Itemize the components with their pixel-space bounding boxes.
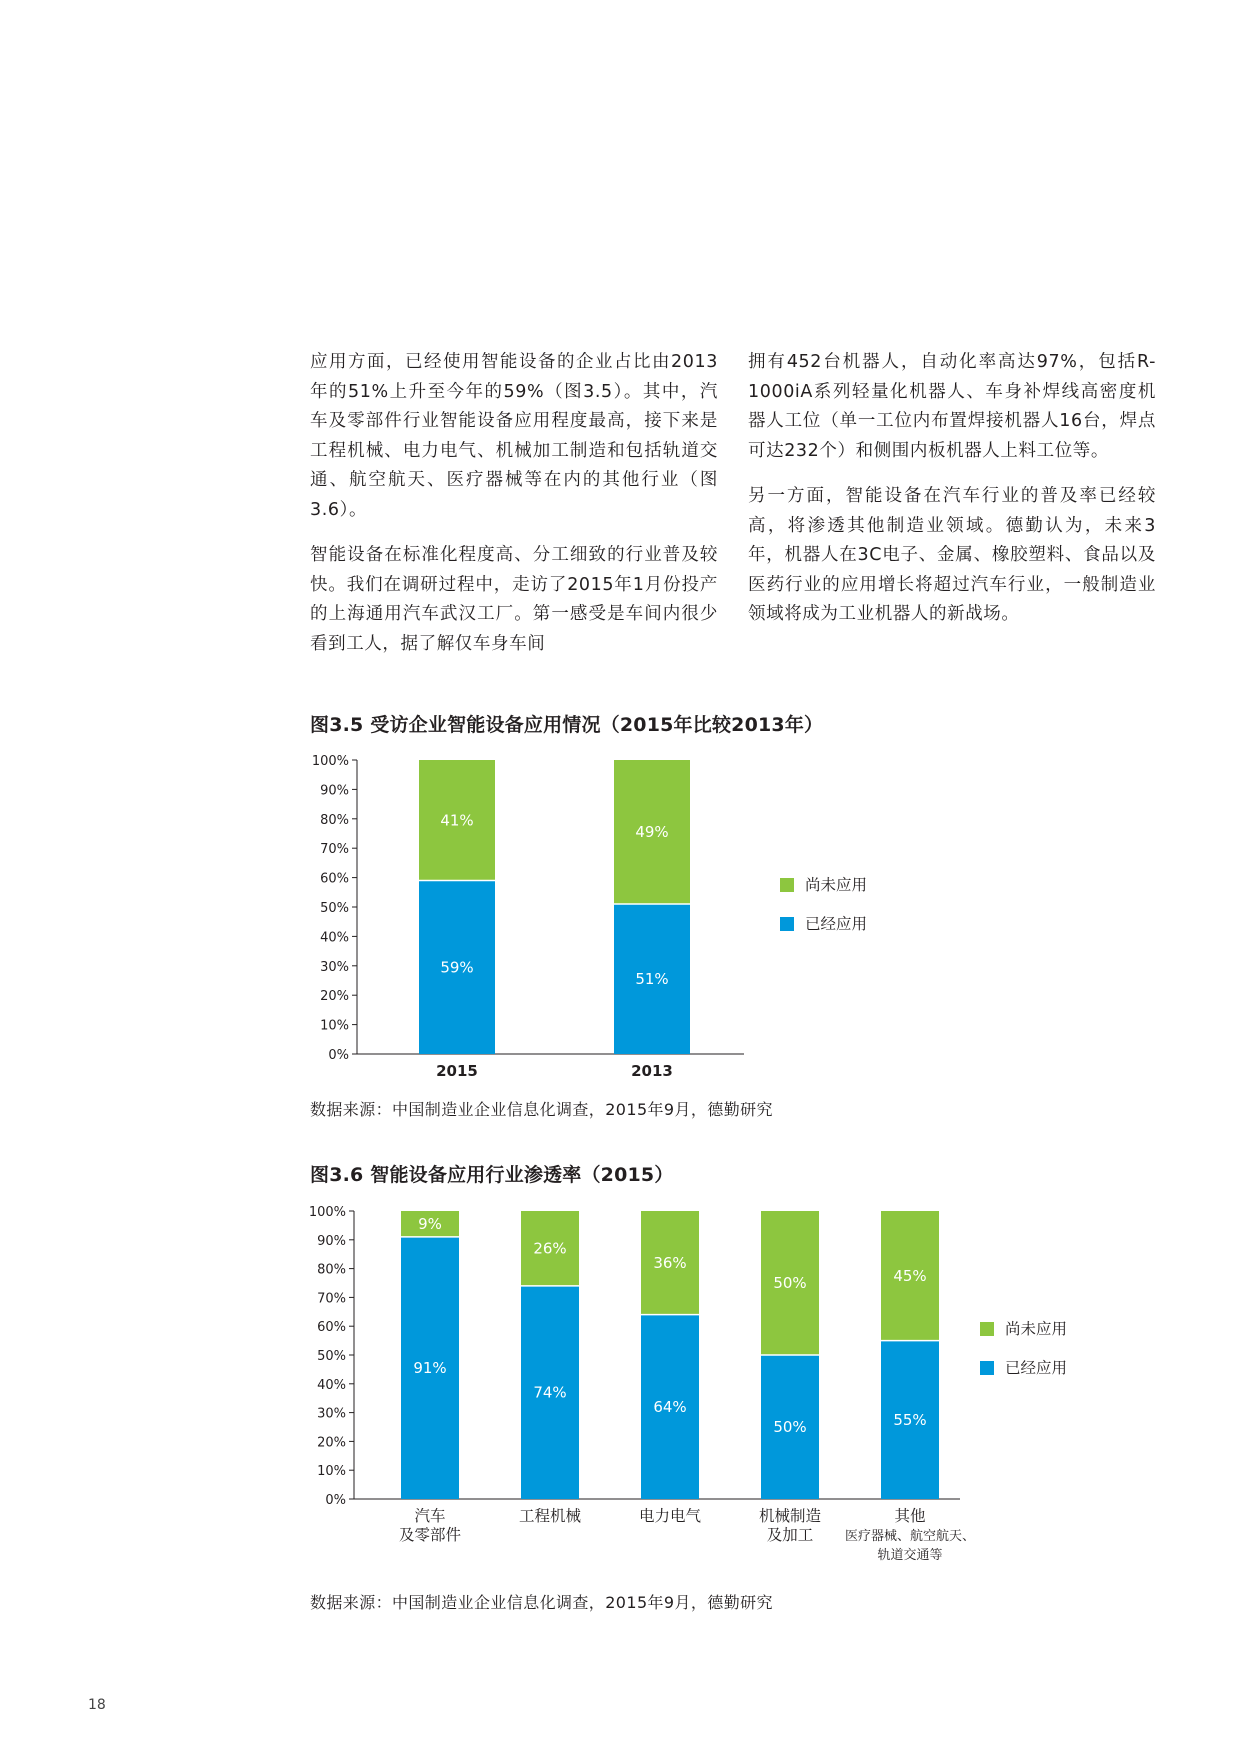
x-category-label: 医疗器械、航空航天、	[844, 1529, 976, 1544]
legend-swatch-not-applied	[780, 878, 794, 892]
y-tick-label: 20%	[320, 989, 349, 1005]
y-tick-label: 80%	[320, 812, 349, 828]
data-label: 50%	[773, 1274, 807, 1292]
data-label: 50%	[773, 1418, 807, 1436]
y-tick-label: 10%	[317, 1464, 346, 1480]
x-category-label: 汽车	[414, 1507, 446, 1525]
legend-swatch-applied	[980, 1361, 994, 1375]
y-tick-label: 90%	[317, 1233, 346, 1249]
y-tick-label: 90%	[320, 783, 349, 799]
y-tick-label: 100%	[311, 754, 349, 769]
right-paragraph-1: 拥有452台机器人，自动化率高达97%，包括R-1000iA系列轻量化机器人、车身补焊线高密度机器人工位（单一工位内布置焊接机器人16台，焊点可达232个）和侧围内板机器人上料工位等。	[748, 352, 1156, 461]
y-tick-label: 100%	[308, 1205, 346, 1220]
left-paragraph-2: 智能设备在标准化程度高、分工细致的行业普及较快。我们在调研过程中，走访了2015年1月份投产的上海通用汽车武汉工厂。第一感受是车间内很少看到工人，据了解仅车身车间	[310, 545, 718, 654]
y-tick-label: 70%	[320, 842, 349, 858]
figure-3-5-source: 数据来源：中国制造业企业信息化调查，2015年9月，德勤研究	[310, 1100, 773, 1119]
y-tick-label: 50%	[317, 1349, 346, 1364]
legend-label: 已经应用	[805, 915, 868, 933]
x-category-label: 其他	[894, 1507, 926, 1525]
y-tick-label: 60%	[317, 1320, 346, 1336]
data-label: 49%	[635, 823, 669, 842]
y-tick-label: 20%	[317, 1435, 346, 1451]
legend-swatch-not-applied	[980, 1322, 994, 1336]
y-tick-label: 80%	[317, 1262, 346, 1278]
x-category-label: 轨道交通等	[877, 1548, 943, 1563]
data-label: 59%	[440, 958, 474, 977]
y-tick-label: 30%	[320, 959, 349, 975]
data-label: 51%	[635, 970, 669, 989]
data-label: 26%	[533, 1239, 567, 1258]
y-tick-label: 70%	[317, 1291, 346, 1307]
data-label: 91%	[413, 1358, 447, 1377]
y-tick-label: 0%	[325, 1493, 346, 1508]
figure-3-6-title: 图3.6 智能设备应用行业渗透率（2015）	[310, 1164, 674, 1186]
left-column	[310, 348, 718, 675]
data-label: 64%	[653, 1397, 687, 1416]
y-tick-label: 40%	[320, 930, 349, 946]
data-label: 9%	[418, 1214, 442, 1233]
y-tick-label: 40%	[317, 1377, 346, 1393]
figure-3-5-chart	[300, 745, 920, 1130]
x-category-label: 2015	[436, 1062, 478, 1080]
figure-3-6-chart	[300, 1196, 1120, 1616]
data-label: 45%	[893, 1266, 927, 1285]
data-label: 36%	[653, 1253, 687, 1272]
left-paragraph-1: 应用方面，已经使用智能设备的企业占比由2013年的51%上升至今年的59%（图3.5）。其中，汽车及零部件行业智能设备应用程度最高，接下来是工程机械、电力电气、机械加工制造和包括轨道交通、航空航天、医疗器械等在内的其他行业（图3.6）。	[310, 352, 718, 520]
right-column	[748, 348, 1156, 646]
data-label: 41%	[440, 811, 474, 830]
legend-label: 尚未应用	[1005, 1320, 1068, 1338]
y-tick-label: 10%	[320, 1018, 349, 1034]
data-label: 74%	[533, 1383, 567, 1402]
x-category-label: 及加工	[766, 1526, 814, 1544]
figure-3-6-source: 数据来源：中国制造业企业信息化调查，2015年9月，德勤研究	[310, 1593, 773, 1612]
data-label: 55%	[893, 1410, 927, 1429]
x-category-label: 及零部件	[398, 1526, 462, 1544]
x-category-label: 电力电气	[638, 1507, 702, 1525]
y-tick-label: 60%	[320, 871, 349, 887]
figure-3-5-title: 图3.5 受访企业智能设备应用情况（2015年比较2013年）	[310, 714, 824, 736]
legend-label: 尚未应用	[805, 876, 868, 894]
y-tick-label: 30%	[317, 1406, 346, 1422]
x-category-label: 机械制造	[758, 1507, 822, 1525]
y-tick-label: 0%	[328, 1048, 349, 1063]
y-tick-label: 50%	[320, 901, 349, 916]
right-paragraph-2: 另一方面，智能设备在汽车行业的普及率已经较高，将渗透其他制造业领域。德勤认为，未来3年，机器人在3C电子、金属、橡胶塑料、食品以及医药行业的应用增长将超过汽车行业，一般制造业领域将成为工业机器人的新战场。	[748, 486, 1156, 624]
page-number: 18	[88, 1697, 106, 1713]
x-category-label: 2013	[631, 1062, 673, 1080]
legend-swatch-applied	[780, 917, 794, 931]
x-category-label: 工程机械	[518, 1507, 582, 1525]
legend-label: 已经应用	[1005, 1359, 1068, 1377]
